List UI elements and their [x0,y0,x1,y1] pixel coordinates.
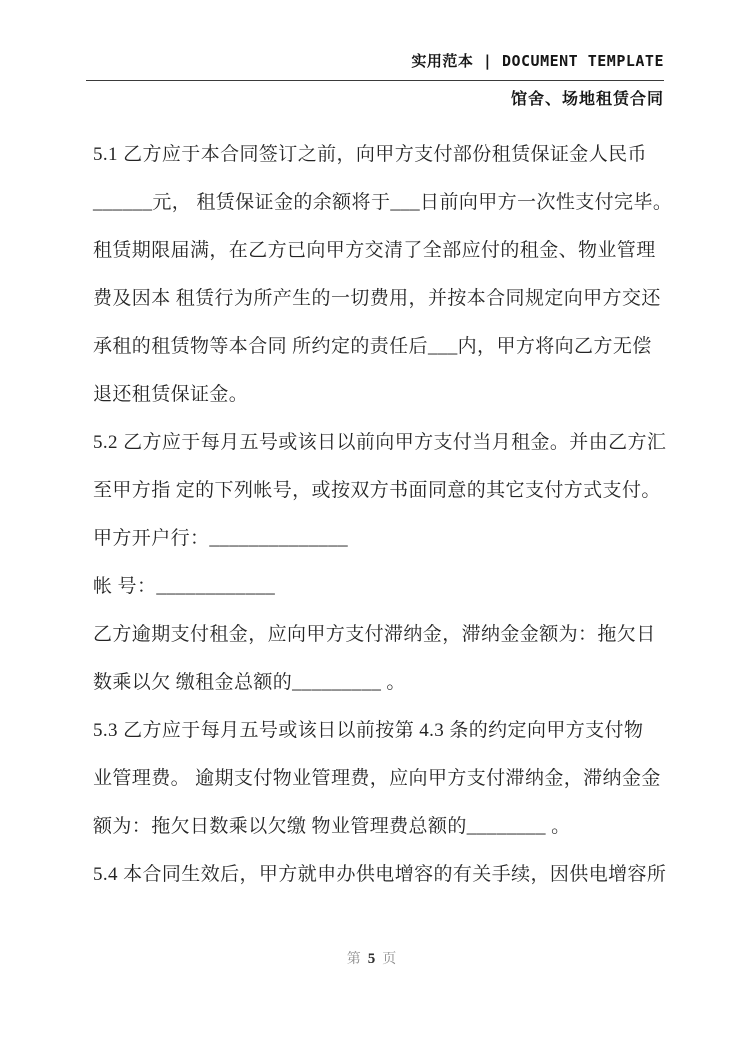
contract-body [93,131,673,899]
body-line-4: 费及因本 租赁行为所产生的一切费用，并按本合同规定向甲方交还 [93,288,661,309]
body-line-13: 5.3 乙方应于每月五号或该日以前按第 4.3 条的约定向甲方支付物 [93,720,644,741]
body-line-8: 至甲方指 定的下列帐号，或按双方书面同意的其它支付方式支付。 [93,480,661,501]
body-line-16: 5.4 本合同生效后，甲方就申办供电增容的有关手续，因供电增容所 [93,864,667,885]
header-divider-line [86,80,664,81]
page-header [86,50,664,109]
body-line-6: 退还租赁保证金。 [93,384,249,405]
footer-prefix: 第 [346,952,362,967]
header-brand: 实用范本 | DOCUMENT TEMPLATE [411,52,664,70]
body-line-14: 业管理费。 逾期支付物业管理费，应向甲方支付滞纳金，滞纳金金 [93,768,661,789]
body-line-7: 5.2 乙方应于每月五号或该日以前向甲方支付当月租金。并由乙方汇 [93,432,667,453]
page-footer [0,948,744,968]
body-line-10: 帐 号：____________ [93,576,276,597]
body-line-9: 甲方开户行：______________ [93,528,349,549]
body-line-15: 额为：拖欠日数乘以欠缴 物业管理费总额的________ 。 [93,816,571,837]
document-subtitle: 馆舍、场地租赁合同 [510,91,664,108]
footer-suffix: 页 [382,952,398,967]
body-line-11: 乙方逾期支付租金，应向甲方支付滞纳金，滞纳金金额为：拖欠日 [93,624,656,645]
body-line-3: 租赁期限届满，在乙方已向甲方交清了全部应付的租金、物业管理 [93,240,656,261]
footer-page-number: 5 [367,951,377,967]
body-line-2: ______元， 租赁保证金的余额将于___日前向甲方一次性支付完毕。 [93,192,673,213]
body-line-5: 承租的租赁物等本合同 所约定的责任后___内，甲方将向乙方无偿 [93,336,652,357]
body-line-1: 5.1 乙方应于本合同签订之前，向甲方支付部份租赁保证金人民币 [93,144,647,165]
body-line-12: 数乘以欠 缴租金总额的_________ 。 [93,672,406,693]
